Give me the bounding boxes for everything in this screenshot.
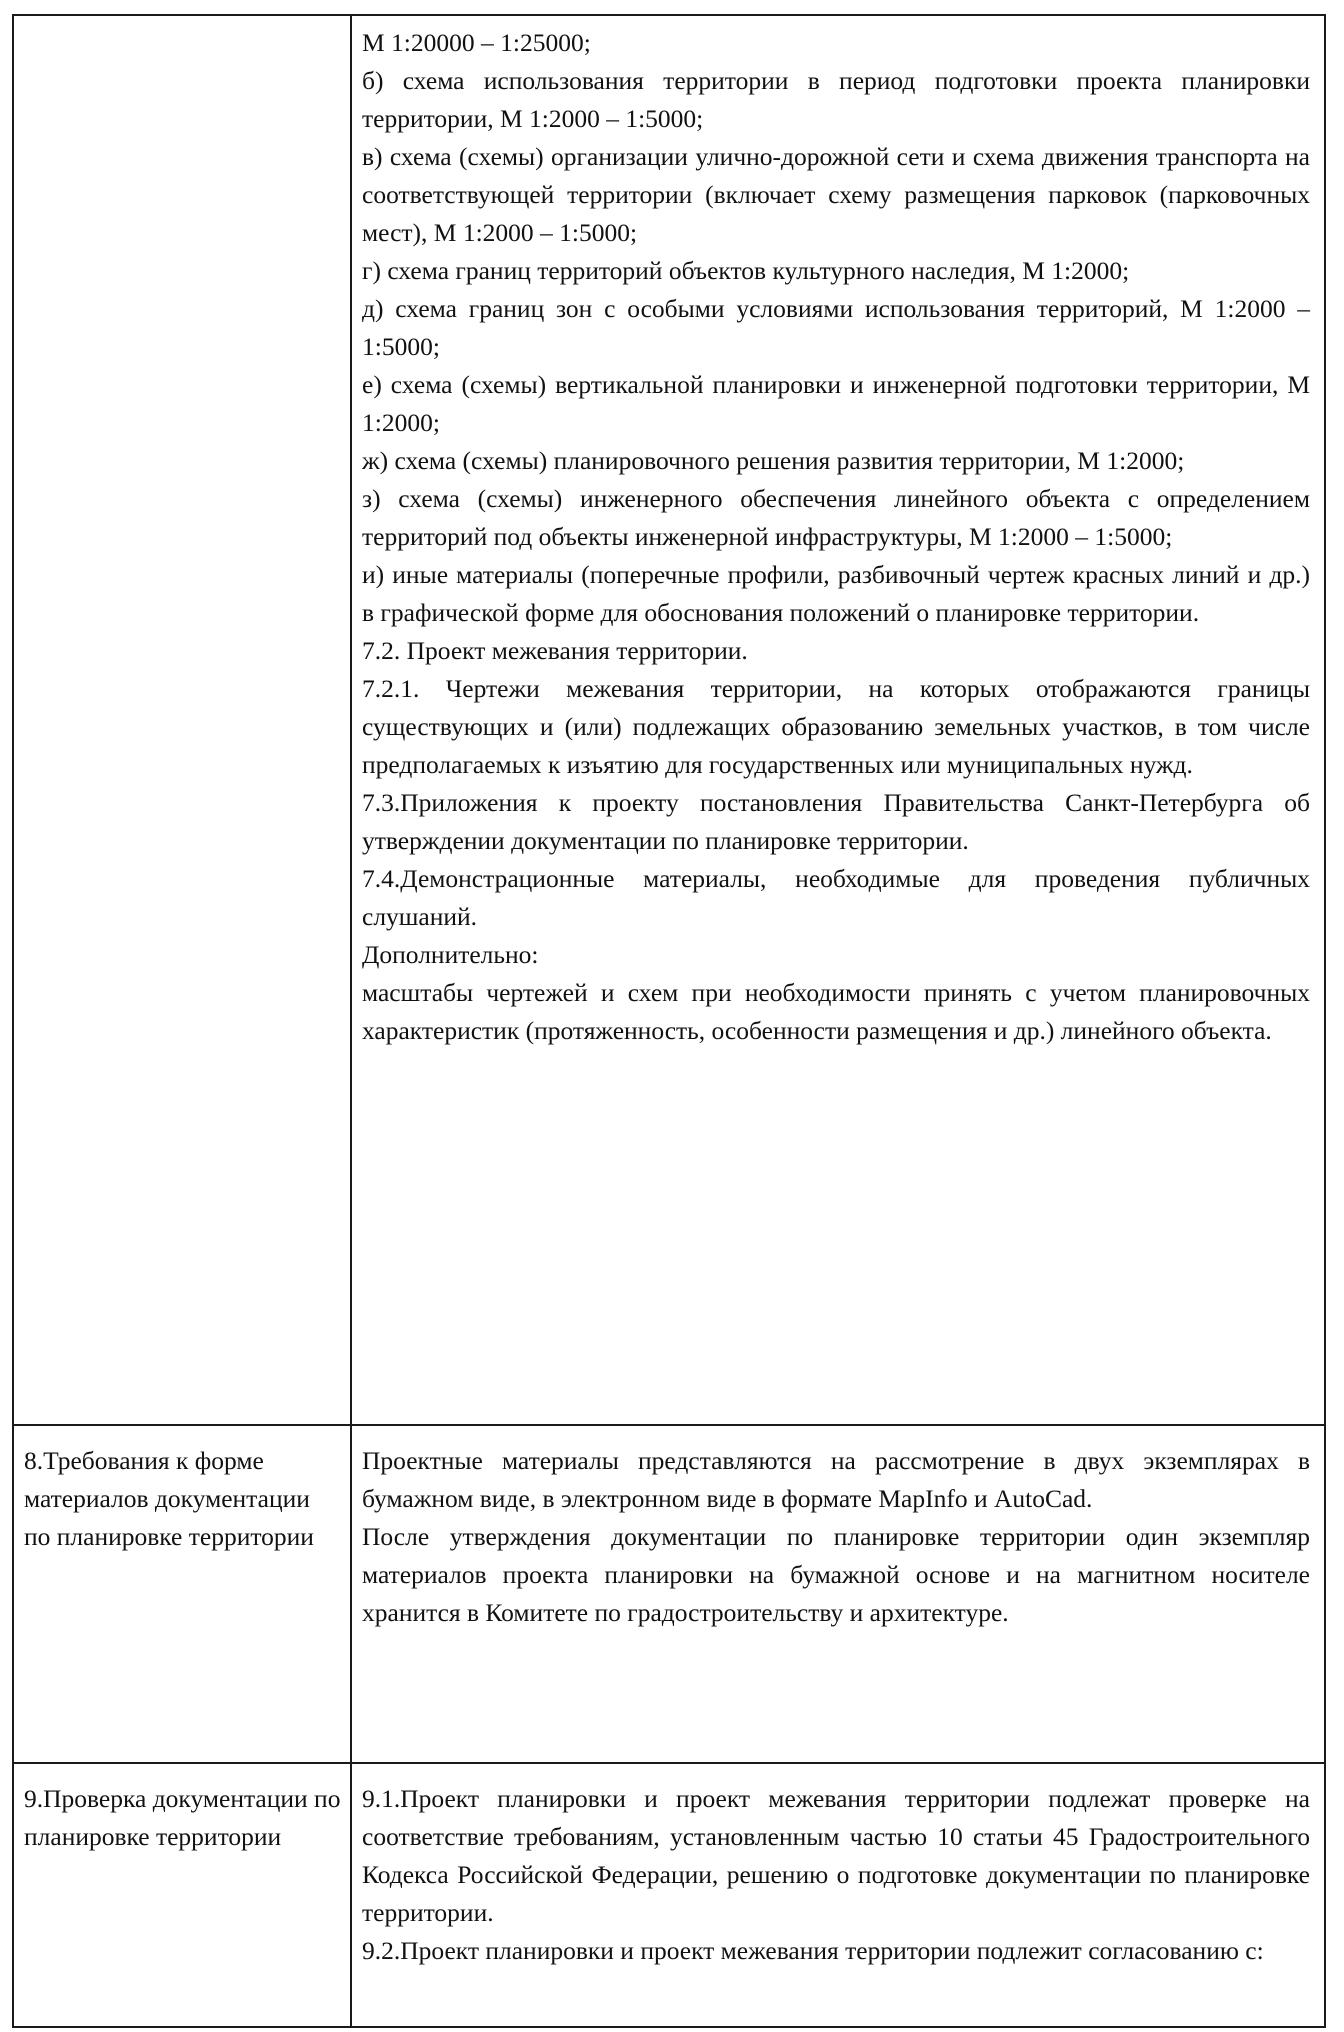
paragraph-item-zh: ж) схема (схемы) планировочного решения развития территории, М 1:2000; [362,446,1185,475]
row-label-cell [14,1426,352,1762]
row-label: 9.Проверка документации по планировке территории [24,1784,341,1851]
paragraph-additionally: Дополнительно: [362,940,539,969]
row-content-cell [352,1426,1324,1762]
paragraph-item-b: б) схема использования территории в период подготовки проекта планировки территории, М 1:2000 – 1:5000; [362,66,1310,133]
paragraph-7-2-1: 7.2.1. Чертежи межевания территории, на которых отображаются границы существующих и (или) подлежащих образованию земельных участков, в том числе предполагаемых к изъятию для государственных или муниципальных нужд. [362,674,1310,779]
paragraph-materials-storage: После утверждения документации по планировке территории один экземпляр материалов проекта планировки на бумажной основе и на магнитном носителе хранится в Комитете по градостроительству и архитектуре. [362,1522,1310,1627]
paragraph-scale-a: М 1:20000 – 1:25000; [362,28,591,57]
paragraph-7-4: 7.4.Демонстрационные материалы, необходимые для проведения публичных слушаний. [362,864,1310,931]
paragraph-item-d: д) схема границ зон с особыми условиями использования территорий, М 1:2000 – 1:5000; [362,294,1310,361]
table-row-9 [14,1762,1324,2026]
paragraph-materials-submission: Проектные материалы представляются на рассмотрение в двух экземплярах в бумажном виде, в электронном виде в формате MapInfo и AutoCad. [362,1446,1310,1513]
paragraph-item-z: з) схема (схемы) инженерного обеспечения линейного объекта с определением территорий под объекты инженерной инфраструктуры, М 1:2000 – 1:5000; [362,484,1310,551]
paragraph-item-i: и) иные материалы (поперечные профили, разбивочный чертеж красных линий и др.) в графической форме для обоснования положений о планировке территории. [362,560,1310,627]
row-content-cell [352,16,1324,1424]
paragraph-item-g: г) схема границ территорий объектов культурного наследия, М 1:2000; [362,256,1130,285]
paragraph-9-1: 9.1.Проект планировки и проект межевания территории подлежат проверке на соответствие требованиям, установленным частью 10 статьи 45 Градостроительного Кодекса Российской Федерации, решению о подготовке документации по планировке территории. [362,1784,1310,1927]
paragraph-7-3: 7.3.Приложения к проекту постановления Правительства Санкт-Петербурга об утверждении документации по планировке территории. [362,788,1310,855]
row-label-cell [14,16,352,1424]
requirements-table [12,14,1326,2028]
table-row-7-continued [14,16,1324,1424]
paragraph-item-e: е) схема (схемы) вертикальной планировки и инженерной подготовки территории, М 1:2000; [362,370,1310,437]
row-label: 8.Требования к форме материалов документации по планировке территории [24,1446,314,1551]
paragraph-scales-note: масштабы чертежей и схем при необходимости принять с учетом планировочных характеристик (протяженность, особенности размещения и др.) линейного объекта. [362,978,1310,1045]
row-content-cell [352,1764,1324,2026]
paragraph-9-2: 9.2.Проект планировки и проект межевания территории подлежит согласованию с: [362,1936,1264,1965]
row-label-cell [14,1764,352,2026]
paragraph-7-2: 7.2. Проект межевания территории. [362,636,748,665]
table-row-8 [14,1424,1324,1762]
paragraph-item-v: в) схема (схемы) организации улично-дорожной сети и схема движения транспорта на соответствующей территории (включает схему размещения парковок (парковочных мест), М 1:2000 – 1:5000; [362,142,1310,247]
